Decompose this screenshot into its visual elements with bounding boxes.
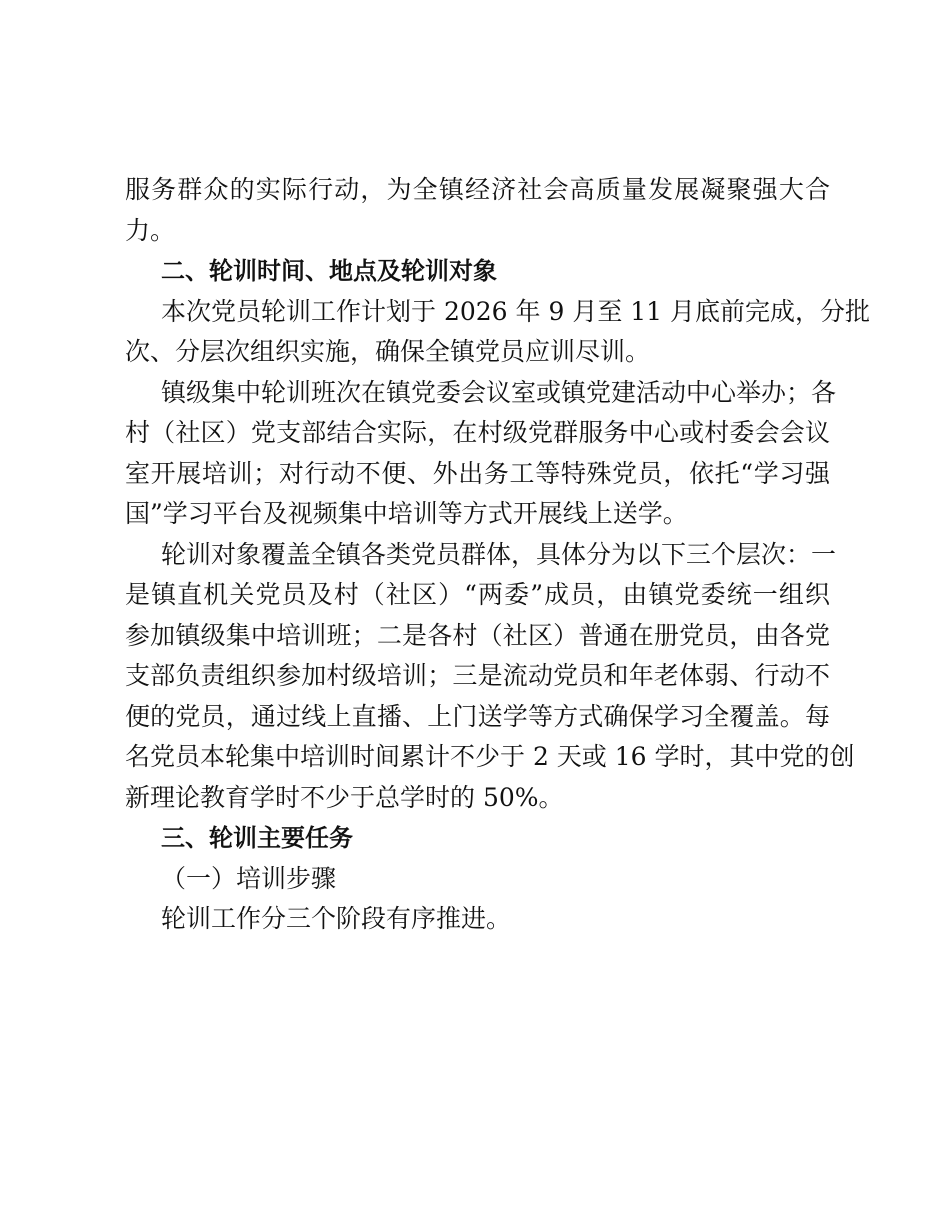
body-text-line: 名党员本轮集中培训时间累计不少于 2 天或 16 学时，其中党的创 (125, 742, 855, 771)
body-text-line: 镇级集中轮训班次在镇党委会议室或镇党建活动中心举办；各 (161, 377, 837, 407)
body-text-line: 轮训对象覆盖全镇各类党员群体，具体分为以下三个层次：一 (161, 539, 837, 569)
body-text-line: 力。 (125, 215, 176, 245)
body-text-line: 支部负责组织参加村级培训；三是流动党员和年老体弱、行动不 (125, 661, 830, 690)
body-text-line: 是镇直机关党员及村（社区）“两委”成员，由镇党委统一组织 (125, 580, 830, 609)
body-text-line: 村（社区）党支部结合实际，在村级党群服务中心或村委会会议 (125, 418, 830, 447)
body-text-line: 轮训工作分三个阶段有序推进。 (161, 904, 512, 933)
body-text-line: 服务群众的实际行动，为全镇经济社会高质量发展凝聚强大合 (125, 175, 830, 204)
section-heading: 三、轮训主要任务 (161, 824, 353, 852)
document-body (125, 170, 871, 940)
section-heading: 二、轮训时间、地点及轮训对象 (161, 257, 497, 285)
body-text-line: 本次党员轮训工作计划于 2026 年 9 月至 11 月底前完成，分批 (161, 296, 871, 326)
subsection-heading: （一）培训步骤 (161, 863, 337, 893)
body-text-line: 室开展培训；对行动不便、外出务工等特殊党员，依托“学习强 (125, 458, 830, 488)
body-text-line: 新理论教育学时不少于总学时的 50%。 (125, 782, 564, 812)
body-text-line: 便的党员，通过线上直播、上门送学等方式确保学习全覆盖。每 (125, 701, 830, 731)
body-text-line: 国”学习平台及视频集中培训等方式开展线上送学。 (125, 499, 688, 528)
body-text-line: 参加镇级集中培训班；二是各村（社区）普通在册党员，由各党 (125, 620, 830, 650)
body-text-line: 次、分层次组织实施，确保全镇党员应训尽训。 (125, 337, 651, 366)
